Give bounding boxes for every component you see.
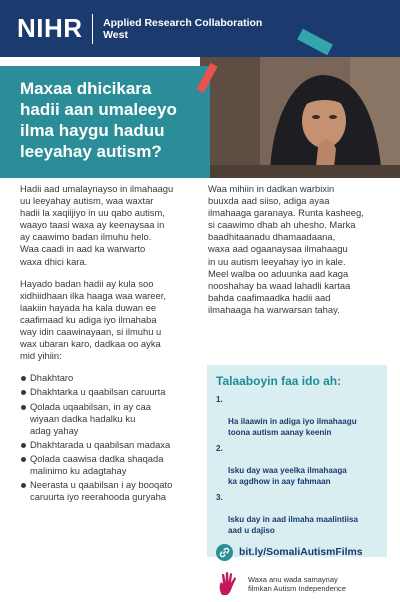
tip-number: 2.	[216, 444, 223, 453]
link-icon	[216, 544, 233, 561]
header-bar	[0, 0, 400, 57]
list-item: Dhakhtaro	[20, 372, 200, 384]
tip-text: Isku day waa yeelka ilmahaaga ka agdhow in aay fahmaan	[228, 466, 347, 486]
credit-row	[216, 571, 379, 597]
tip-text: Ha ilaawin in adiga iyo ilmahaagu toona autism aanay keenin	[228, 417, 357, 437]
list-item: Dhakhtarada u qaabilsan madaxa	[20, 439, 200, 451]
logo-divider	[92, 14, 94, 44]
hand-icon	[216, 571, 242, 597]
page-title: Maxaa dhicikara hadii aan umaleeyo ilma haygu haduu leeyahay autism?	[20, 79, 177, 161]
tip-item	[216, 394, 379, 438]
tips-box	[207, 365, 387, 593]
list-item: Qolada uqaabilsan, in ay caa wiyaan dadka hadalku ku adag yahay	[20, 401, 200, 437]
list-item: Neerasta u qaabilsan i ay booqato caruurta iyo reerahooda guryaha	[20, 479, 200, 503]
left-column	[20, 183, 200, 505]
films-link[interactable]	[216, 544, 379, 561]
title-panel	[0, 66, 210, 178]
right-paragraph-1: Waa mihiin in dadkan warbixin buuxda aad siiso, adiga ayaa ilmahaaga garanaya. Runta kasheeg, si caawimo dhab ah uhesho. Marka baadhitaanadu dhamaadaana, waxa aad ogaanaysaa ilmahaagu in uu autism leeyahay iyo in kale. Meel walba oo aduunka aad kaga nooshahay ba waad lahadli kartaa bahda caafimaadka hadii aad ilmahaaga ha warwarsan tahay.	[208, 183, 364, 315]
nihr-logo: NIHR	[17, 13, 83, 43]
tips-list	[216, 394, 379, 536]
hero-photo-illustration	[200, 57, 400, 178]
list-item: Qolada caawisa dadka shaqada malinimo ku adagtahay	[20, 453, 200, 477]
organisation-name-line1: Applied Research Collaboration	[103, 16, 263, 29]
tip-text: Isku day in aad ilmaha maalintiisa aad u dajiso	[228, 515, 359, 535]
tip-item	[216, 492, 379, 536]
tip-number: 1.	[216, 395, 223, 404]
professionals-list	[20, 372, 200, 503]
right-column	[208, 183, 383, 326]
credit-text: Waxa anu wada samaynay filmkan Autism Independence	[248, 574, 346, 593]
organisation-name	[103, 17, 262, 41]
tip-item	[216, 443, 379, 487]
tips-title: Talaaboyin faa ido ah:	[216, 374, 342, 388]
list-item: Dhakhtarka u qaabilsan caruurta	[20, 386, 200, 398]
left-paragraph-2: Hayado badan hadii ay kula soo xidhiidhaan ilka haaga waa wareer, laakiin hayada ha kala duwan ee caafimaad ku adiga iyo ilmahaba way idin caawinayaan, si ilmuhu u wax ubaran karo, dadkaa oo ayka mid yihiin:	[20, 277, 166, 362]
left-paragraph-1: Hadii aad umalaynayso in ilmahaagu uu leeyahay autism, waa waxtar hadii la xaqiijiyo in uu qabo autism, waayo taasi waxa ay keenaysaa in ay caawimo badan ilmuhu helo. Waa caadi in aad ka warwarto waxa dhici kara.	[20, 183, 174, 267]
films-link-text[interactable]: bit.ly/SomaliAutismFilms	[239, 547, 363, 558]
tip-number: 3.	[216, 493, 223, 502]
organisation-name-line2: West	[103, 28, 128, 41]
hero-photo	[200, 57, 400, 178]
